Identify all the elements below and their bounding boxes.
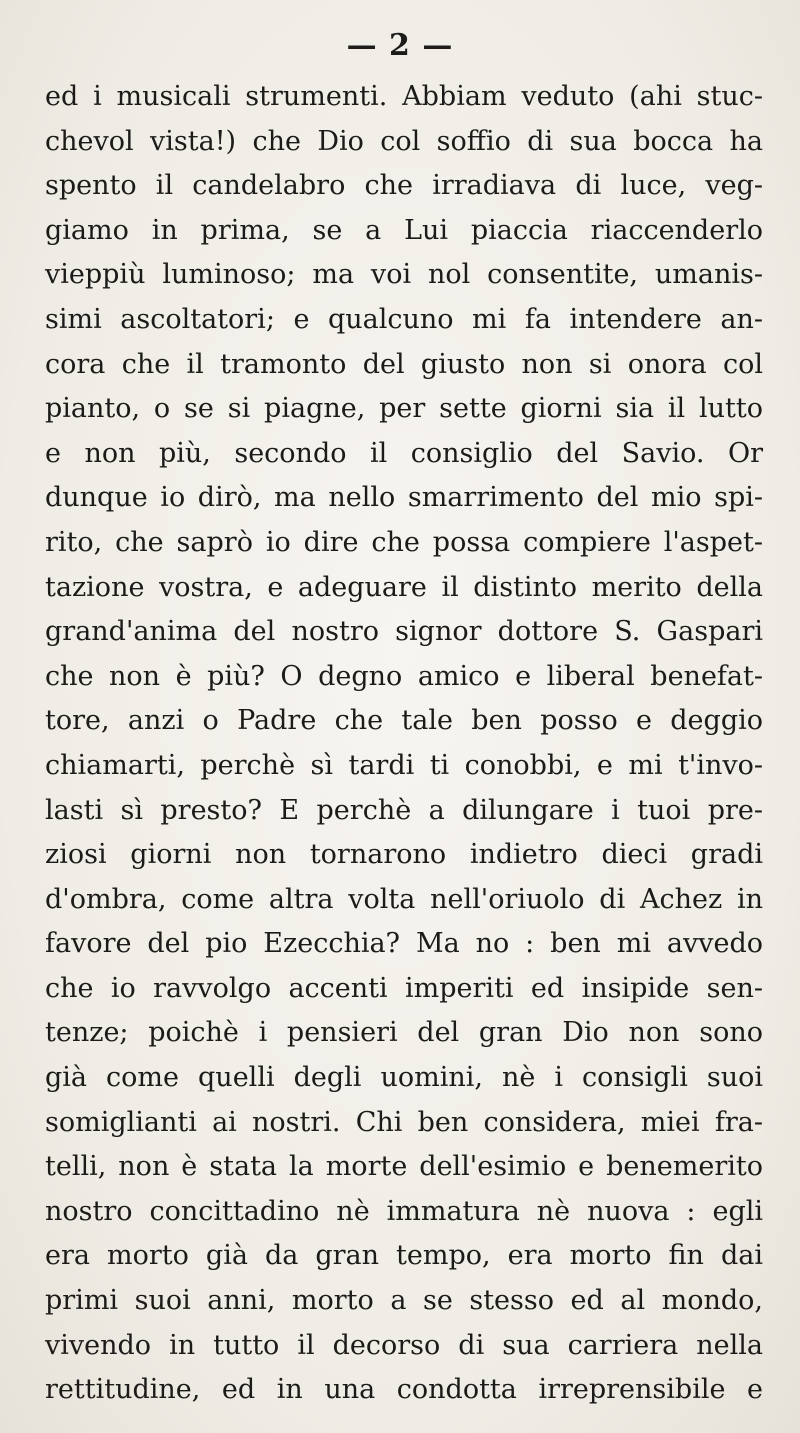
text-line: primi suoi anni, morto a se stesso ed al mondo, [45,1285,763,1317]
text-line: e non più, secondo il consiglio del Savio. Or [45,437,763,469]
text-line: che non è più? O degno amico e liberal benefat- [45,660,763,692]
text-line: tenze; poichè i pensieri del gran Dio non sono [45,1017,763,1049]
text-line: ziosi giorni non tornarono indietro dieci gradi [45,839,763,871]
text-line: simi ascoltatori; e qualcuno mi fa intendere an- [45,303,763,335]
text-line: rettitudine, ed in una condotta irreprensibile e [45,1374,763,1406]
text-line: chiamarti, perchè sì tardi ti conobbi, e mi t'invo- [45,749,763,781]
body-text [45,75,763,1413]
text-line: rito, che saprò io dire che possa compiere l'aspet- [45,526,763,558]
text-line: nostro concittadino nè immatura nè nuova : egli [45,1195,763,1227]
text-line: dunque io dirò, ma nello smarrimento del mio spi- [45,482,763,514]
page-number: — 2 — [346,28,454,63]
text-line: spento il candelabro che irradiava di luce, veg- [45,170,763,202]
text-line: giamo in prima, se a Lui piaccia riaccenderlo [45,214,763,246]
text-line: che io ravvolgo accenti imperiti ed insipide sen- [45,972,763,1004]
text-line: chevol vista!) che Dio col soffio di sua bocca ha [45,125,763,157]
text-line: telli, non è stata la morte dell'esimio e benemerito [45,1151,763,1183]
text-line: grand'anima del nostro signor dottore S. Gaspari [45,616,763,648]
text-line: già come quelli degli uomini, nè i consigli suoi [45,1062,763,1094]
text-line: ed i musicali strumenti. Abbiam veduto (ahi stuc- [45,81,763,112]
text-line: cora che il tramonto del giusto non si onora col [45,348,763,380]
text-line: era morto già da gran tempo, era morto fin dai [45,1240,763,1272]
text-line: favore del pio Ezecchia? Ma no : ben mi avvedo [45,928,763,960]
text-line: pianto, o se si piagne, per sette giorni sia il lutto [45,393,763,425]
text-line: d'ombra, come altra volta nell'oriuolo di Achez in [45,883,763,915]
text-line: lasti sì presto? E perchè a dilungare i tuoi pre- [45,794,763,826]
text-line: vivendo in tutto il decorso di sua carriera nella [45,1329,763,1361]
text-line: tore, anzi o Padre che tale ben posso e deggio [45,705,763,737]
text-line: somiglianti ai nostri. Chi ben considera, miei fra- [45,1106,763,1138]
text-line: vieppiù luminoso; ma voi nol consentite, umanis- [45,259,763,291]
text-line: tazione vostra, e adeguare il distinto merito della [45,571,763,603]
